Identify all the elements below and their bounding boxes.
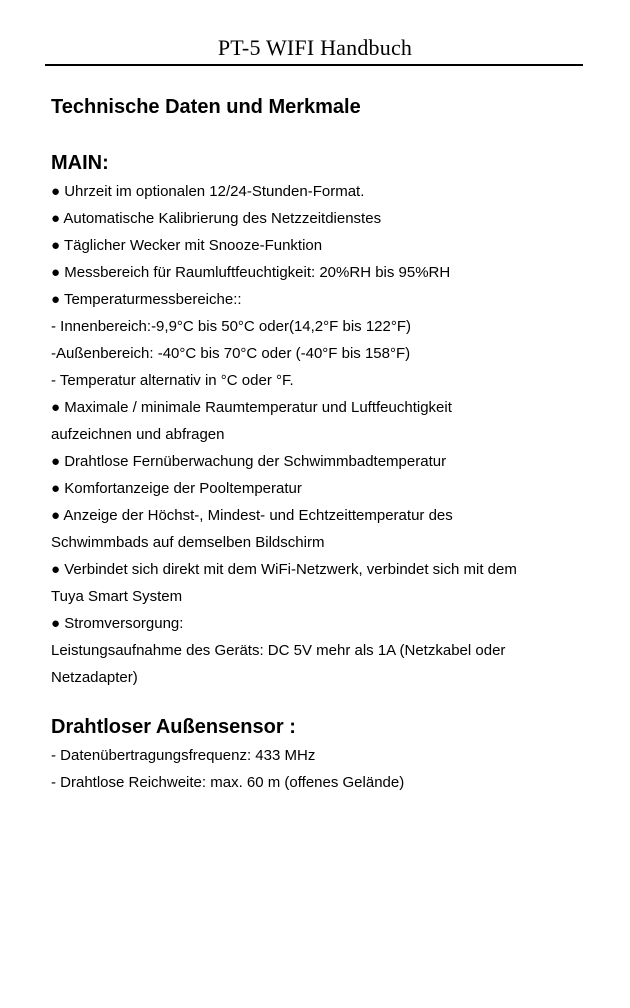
page-header-title: PT-5 WIFI Handbuch: [217, 35, 413, 60]
feature-line: ● Stromversorgung:: [51, 615, 184, 632]
feature-line: - Innenbereich:-9,9°C bis 50°C oder(14,2°F bis 122°F): [51, 318, 411, 335]
feature-line: -Außenbereich: -40°C bis 70°C oder (-40°F bis 158°F): [51, 345, 411, 362]
header-divider: [45, 64, 583, 66]
document-body: [51, 92, 621, 796]
feature-line: ● Drahtlose Fernüberwachung der Schwimmbadtemperatur: [51, 453, 447, 470]
feature-line: Netzadapter): [51, 669, 138, 686]
section-title-technical-data: Technische Daten und Merkmale: [51, 96, 361, 118]
feature-line: ● Messbereich für Raumluftfeuchtigkeit: 20%RH bis 95%RH: [51, 264, 451, 281]
feature-line: ● Uhrzeit im optionalen 12/24-Stunden-Format.: [51, 183, 365, 200]
feature-line: Tuya Smart System: [51, 588, 183, 605]
sensor-line: - Drahtlose Reichweite: max. 60 m (offenes Gelände): [51, 774, 405, 791]
feature-line: ● Anzeige der Höchst-, Mindest- und Echtzeittemperatur des: [51, 507, 453, 524]
feature-line: Schwimmbads auf demselben Bildschirm: [51, 534, 325, 551]
sensor-line: - Datenübertragungsfrequenz: 433 MHz: [51, 747, 316, 764]
section-title-main: MAIN:: [51, 152, 109, 174]
spacer: [51, 122, 621, 148]
feature-line: ● Komfortanzeige der Pooltemperatur: [51, 480, 302, 497]
feature-line: ● Verbindet sich direkt mit dem WiFi-Netzwerk, verbindet sich mit dem: [51, 561, 517, 578]
feature-line: ● Automatische Kalibrierung des Netzzeitdienstes: [51, 210, 382, 227]
feature-line: ● Temperaturmessbereiche::: [51, 291, 242, 308]
sensor-feature-list: [51, 742, 621, 796]
section-title-outdoor-sensor: Drahtloser Außensensor :: [51, 716, 296, 738]
feature-line: Leistungsaufnahme des Geräts: DC 5V mehr als 1A (Netzkabel oder: [51, 642, 506, 659]
spacer: [51, 691, 621, 712]
feature-line: ● Täglicher Wecker mit Snooze-Funktion: [51, 237, 323, 254]
main-feature-list: [51, 178, 621, 691]
feature-line: aufzeichnen und abfragen: [51, 426, 225, 443]
feature-line: - Temperatur alternativ in °C oder °F.: [51, 372, 294, 389]
feature-line: ● Maximale / minimale Raumtemperatur und Luftfeuchtigkeit: [51, 399, 452, 416]
